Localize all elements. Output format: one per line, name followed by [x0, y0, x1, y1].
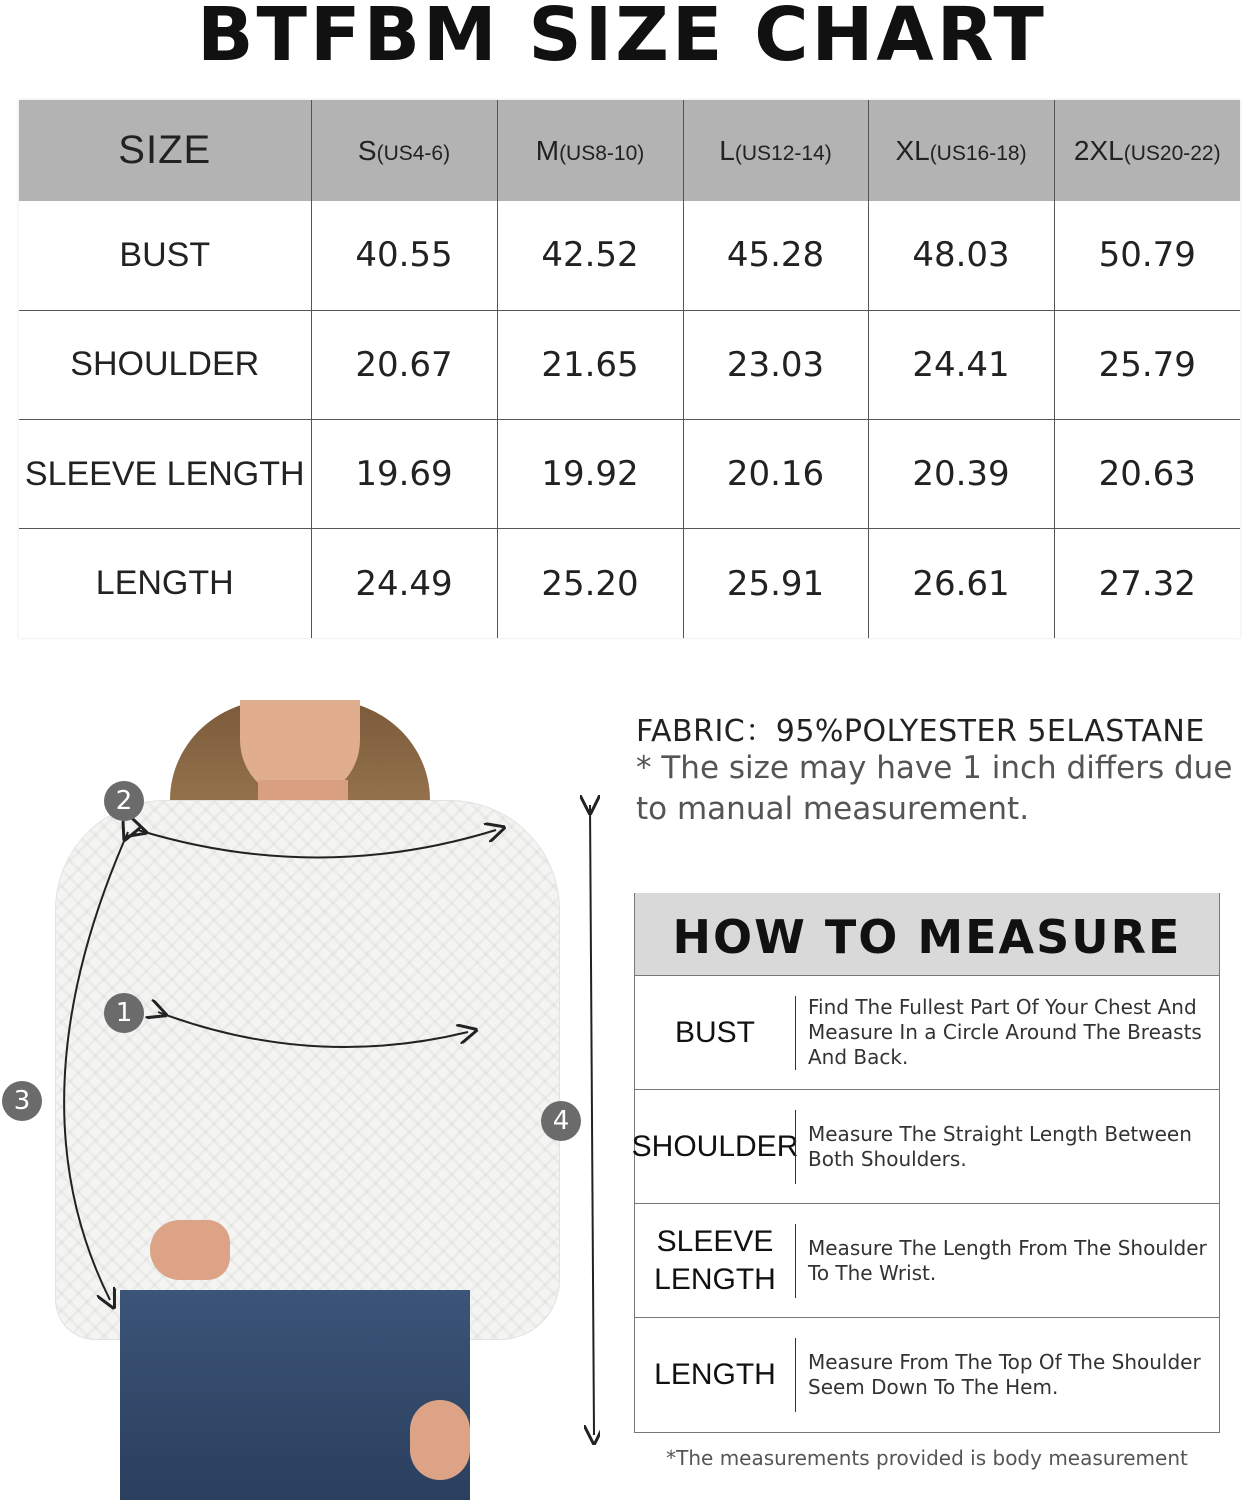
size-chart-table [19, 100, 1240, 638]
measure-description: Measure The Straight Length Between Both Shoulders. [808, 1121, 1192, 1171]
measure-label: LENGTH [654, 1357, 776, 1391]
row-label: BUST [19, 201, 311, 310]
marker-2-badge: 2 [104, 781, 144, 821]
row-divider [795, 1110, 796, 1184]
measure-description: Find The Fullest Part Of Your Chest And Measure In a Circle Around The Breasts And Back. [808, 995, 1202, 1069]
table-cell: 48.03 [868, 201, 1054, 310]
measure-row-bust [635, 975, 1219, 1089]
table-cell: 24.41 [868, 310, 1054, 419]
size-header-l: L(US12-14) [683, 100, 868, 201]
table-row-length [19, 529, 1240, 638]
measurement-lines [0, 700, 600, 1500]
row-divider [795, 996, 796, 1070]
measure-label-line1: SLEEVE [656, 1224, 774, 1258]
row-divider [795, 1224, 796, 1298]
marker-1-badge: 1 [104, 993, 144, 1033]
measure-row-sleeve-length [635, 1203, 1219, 1317]
table-cell: 25.91 [683, 529, 868, 638]
size-header-m: M(US8-10) [497, 100, 683, 201]
measure-label-line2: LENGTH [654, 1262, 776, 1296]
length-measure-line [590, 805, 594, 1435]
table-cell: 27.32 [1054, 529, 1240, 638]
bust-measure-line [158, 1012, 468, 1047]
size-header-2xl: 2XL(US20-22) [1054, 100, 1240, 201]
table-cell: 50.79 [1054, 201, 1240, 310]
table-cell: 19.92 [497, 420, 683, 529]
page-title: BTFBM SIZE CHART [197, 0, 1047, 78]
measure-description: Measure From The Top Of The Shoulder Seem Down To The Hem. [808, 1349, 1201, 1399]
size-header-row [19, 100, 1240, 201]
table-row-sleeve-length [19, 420, 1240, 529]
measure-description: Measure The Length From The Shoulder To The Wrist. [808, 1235, 1207, 1285]
row-label: SLEEVE LENGTH [19, 420, 311, 529]
how-to-measure-heading: HOW TO MEASURE [635, 893, 1219, 975]
size-note: * The size may have 1 inch differs due to manual measurement. [636, 750, 1233, 827]
table-cell: 20.39 [868, 420, 1054, 529]
shoulder-measure-line [138, 830, 496, 858]
size-header-label: SIZE [19, 100, 311, 201]
measure-label: SHOULDER [631, 1129, 799, 1163]
table-cell: 21.65 [497, 310, 683, 419]
size-header-xl: XL(US16-18) [868, 100, 1054, 201]
measure-row-shoulder [631, 1089, 1219, 1203]
marker-4-badge: 4 [541, 1101, 581, 1141]
table-cell: 20.63 [1054, 420, 1240, 529]
row-label: SHOULDER [19, 310, 311, 419]
table-cell: 19.69 [311, 420, 497, 529]
table-row-bust [19, 201, 1240, 310]
measure-row-length [635, 1317, 1219, 1431]
model-illustration [0, 700, 600, 1500]
table-cell: 45.28 [683, 201, 868, 310]
sleeve-measure-line [64, 832, 128, 1300]
row-divider [795, 1338, 796, 1412]
fabric-info: FABRIC：95%POLYESTER 5ELASTANE [636, 714, 1205, 749]
footnote: *The measurements provided is body measurement [666, 1446, 1188, 1470]
table-cell: 25.20 [497, 529, 683, 638]
table-cell: 26.61 [868, 529, 1054, 638]
how-to-measure-table [631, 893, 1220, 1433]
marker-3-badge: 3 [2, 1081, 42, 1121]
size-header-s: S(US4-6) [311, 100, 497, 201]
table-cell: 23.03 [683, 310, 868, 419]
table-cell: 24.49 [311, 529, 497, 638]
table-cell: 40.55 [311, 201, 497, 310]
row-label: LENGTH [19, 529, 311, 638]
table-cell: 20.16 [683, 420, 868, 529]
table-row-shoulder [19, 310, 1240, 419]
measure-label: BUST [674, 1015, 755, 1049]
table-cell: 42.52 [497, 201, 683, 310]
measure-label [635, 1204, 795, 1317]
table-cell: 25.79 [1054, 310, 1240, 419]
table-cell: 20.67 [311, 310, 497, 419]
